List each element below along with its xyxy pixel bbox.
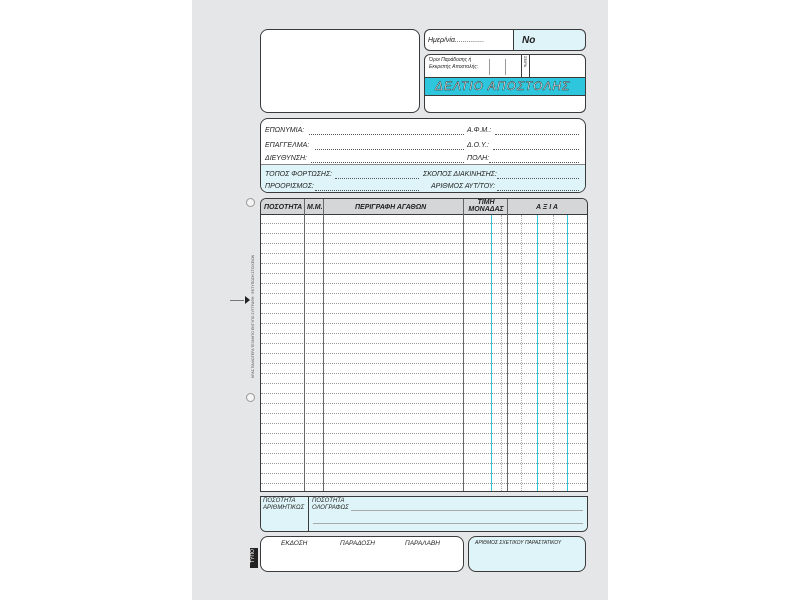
delivery-terms-box[interactable]	[424, 54, 586, 78]
vehicle-field[interactable]	[497, 190, 579, 191]
series-label: ΣΕΙΡΑ	[523, 56, 528, 68]
delivery-terms-label: Όροι Παράδοσης ή Εκκρεπής Αποστολής:	[429, 57, 479, 70]
col-subdivider	[567, 215, 568, 492]
city-label: ΠΟΛΗ:	[467, 155, 490, 162]
date-label: Ημερ/νία...............	[428, 37, 485, 44]
item-row-line	[261, 323, 588, 324]
loading-place-label: ΤΟΠΟΣ ΦΟΡΤΩΣΗΣ:	[265, 171, 333, 178]
profession-field[interactable]	[315, 149, 464, 150]
date-box[interactable]	[424, 29, 514, 51]
item-row-line	[261, 403, 588, 404]
item-row-line	[261, 233, 588, 234]
col-subdivider	[521, 215, 522, 492]
col-unit-header: Μ.Μ.	[307, 204, 323, 211]
destination-label: ΠΡΟΟΡΙΣΜΟΣ:	[265, 183, 314, 190]
item-row-line	[261, 433, 588, 434]
company-stamp-box[interactable]	[260, 29, 420, 113]
col-subdivider	[537, 215, 538, 492]
item-row-line	[261, 363, 588, 364]
item-row-line	[261, 313, 588, 314]
col-divider	[463, 199, 464, 492]
tax-office-field[interactable]	[493, 149, 579, 150]
item-row-line	[261, 353, 588, 354]
item-row-line	[261, 253, 588, 254]
side-print-text: ΚΡΑΣ ΠΑΛΙΩΤΕΡΑ ΤΕΧΝΗΤΟ ΕΝΤΥΠΟ ΣΥΓΓΡΑΦΗ · ΕΚΤΥΠΩΣΗ ΣΤΟΙΧΕΙΩΝ	[251, 254, 255, 378]
tax-office-label: Δ.Ο.Υ.:	[467, 142, 489, 149]
col-value-header: Α Ξ Ι Α	[536, 204, 558, 211]
name-field[interactable]	[309, 134, 464, 135]
item-row-line	[261, 293, 588, 294]
name-label: ΕΠΩΝΥΜΙΑ:	[265, 127, 305, 134]
title-bottom-box	[424, 96, 586, 113]
fold-marker-arrow-icon	[245, 296, 250, 304]
address-field[interactable]	[311, 162, 464, 163]
item-row-line	[261, 473, 588, 474]
col-divider	[507, 199, 508, 492]
related-document-label: ΑΡΙΘΜΟΣ ΣΧΕΤΙΚΟΥ ΠΑΡΑΣΤΑΤΙΚΟΥ	[475, 540, 562, 546]
destination-field[interactable]	[315, 190, 419, 191]
quantity-totals-box	[260, 496, 588, 532]
items-table	[260, 198, 588, 492]
profession-label: ΕΠΑΓΓΕΛΜΑ:	[265, 142, 310, 149]
item-row-line	[261, 413, 588, 414]
purpose-label: ΣΚΟΠΟΣ ΔΙΑΚΙΝΗΣΗΣ:	[423, 171, 497, 178]
col-quantity-header: ΠΟΣΟΤΗΤΑ	[264, 204, 303, 211]
customer-info-box	[260, 118, 586, 193]
quantity-words-label: ΠΟΣΟΤΗΤΑ ΟΛΟΓΡΑΦΩΣ	[312, 498, 349, 511]
item-row-line	[261, 273, 588, 274]
item-row-line	[261, 343, 588, 344]
number-label: No	[522, 35, 536, 46]
item-row-line	[261, 383, 588, 384]
document-title: ΔΕΛΤΙΟ ΑΠΟΣΤΟΛΗΣ	[435, 79, 571, 93]
quantity-words-field[interactable]	[309, 497, 588, 532]
item-row-line	[261, 223, 588, 224]
document-number-field[interactable]	[514, 29, 586, 51]
items-table-header	[261, 199, 588, 215]
fold-marker-line	[230, 300, 244, 301]
item-row-line	[261, 463, 588, 464]
printer-logo	[250, 548, 258, 568]
item-row-line	[261, 443, 588, 444]
col-description-header: ΠΕΡΙΓΡΑΦΗ ΑΓΑΘΩΝ	[355, 204, 427, 211]
item-row-line	[261, 303, 588, 304]
series-divider	[521, 55, 522, 77]
item-row-line	[261, 333, 588, 334]
related-document-box[interactable]	[468, 536, 586, 572]
form-paper	[192, 0, 608, 600]
item-row-line	[261, 373, 588, 374]
quantity-numeric-label: ΠΟΣΟΤΗΤΑ ΑΡΙΘΜΗΤΙΚΩΣ	[263, 498, 305, 511]
series-divider	[529, 55, 530, 77]
col-subdivider	[501, 215, 502, 492]
purpose-field[interactable]	[497, 178, 579, 179]
vat-field[interactable]	[495, 134, 579, 135]
item-row-line	[261, 393, 588, 394]
words-line	[351, 510, 583, 511]
items-table-body[interactable]	[261, 215, 588, 492]
issue-signature-label: ΕΚΔΟΣΗ	[281, 540, 308, 547]
delivery-signature-label: ΠΑΡΑΔΟΣΗ	[340, 540, 375, 547]
col-divider	[323, 199, 324, 492]
item-row-line	[261, 283, 588, 284]
col-unit-price-header: ΤΙΜΗ ΜΟΝΑΔΑΣ	[468, 199, 504, 213]
item-row-line	[261, 453, 588, 454]
address-label: ΔΙΕΥΘΥΝΣΗ:	[265, 155, 307, 162]
printer-logo-text: ΤΥΠΟ	[250, 549, 256, 563]
city-field[interactable]	[489, 162, 579, 163]
receipt-signature-label: ΠΑΡΑΛΑΒΗ	[405, 540, 440, 547]
quantity-numeric-field[interactable]	[261, 497, 309, 532]
signatures-box	[260, 536, 464, 572]
vat-label: Α.Φ.Μ.:	[467, 127, 492, 134]
item-row-line	[261, 483, 588, 484]
terms-divider	[489, 59, 490, 75]
vehicle-label: ΑΡΙΘΜΟΣ ΑΥΤ/ΤΟΥ:	[431, 183, 496, 190]
col-subdivider	[491, 215, 492, 492]
item-row-line	[261, 243, 588, 244]
terms-divider	[505, 59, 506, 75]
words-line	[313, 523, 583, 524]
item-row-line	[261, 263, 588, 264]
binder-hole-bottom	[246, 393, 255, 402]
col-divider	[304, 199, 305, 492]
document-title-banner	[424, 78, 586, 96]
item-row-line	[261, 423, 588, 424]
loading-place-field[interactable]	[335, 178, 419, 179]
col-subdivider	[553, 215, 554, 492]
binder-hole-top	[246, 198, 255, 207]
